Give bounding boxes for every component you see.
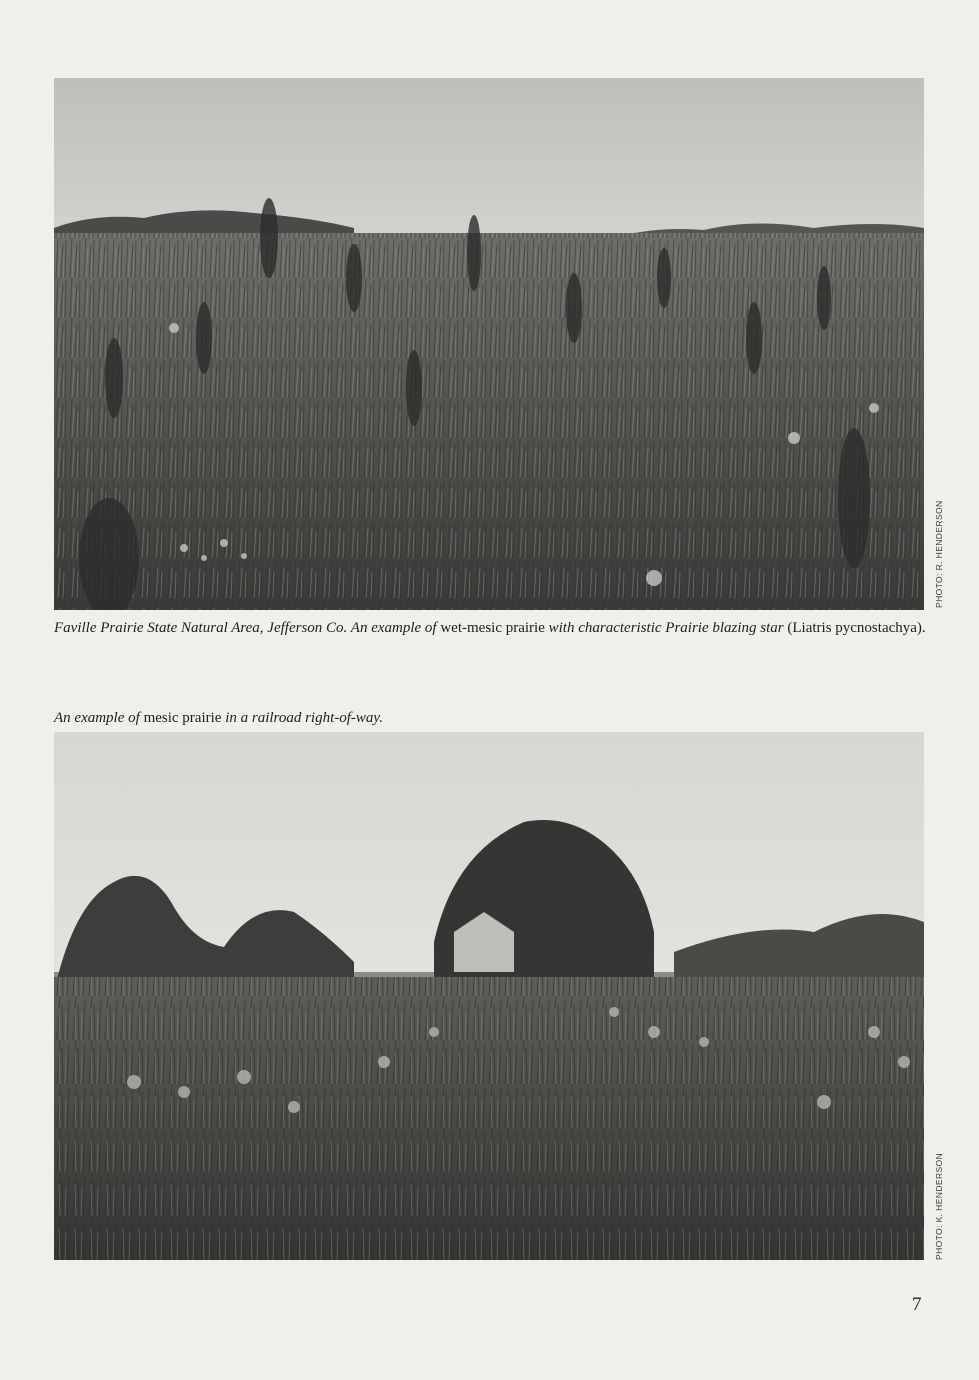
- photo-credit-bottom: PHOTO: K. HENDERSON: [934, 1152, 944, 1260]
- photo-credit-top: PHOTO: R. HENDERSON: [934, 500, 944, 608]
- photo-caption-bottom: [54, 709, 930, 728]
- caption-top-part1: Faville Prairie State Natural Area, Jefferson Co. An example of: [54, 620, 441, 636]
- page-number: 7: [912, 1294, 922, 1315]
- prairie-blazing-star-image: [54, 78, 924, 610]
- photo-caption-top: [54, 619, 930, 638]
- mesic-prairie-railroad-image: [54, 732, 924, 1260]
- prairie-photo-bottom: [54, 732, 924, 1260]
- caption-bottom-part2: mesic prairie: [143, 710, 222, 726]
- prairie-photo-top: [54, 78, 924, 610]
- caption-bottom-part3: in a railroad right-of-way.: [221, 710, 383, 726]
- caption-top-part3: with characteristic Prairie blazing star: [544, 620, 788, 636]
- caption-top-part4: (Liatris pycnostachya).: [787, 620, 926, 636]
- caption-top-part2: wet-mesic prairie: [440, 620, 545, 636]
- caption-bottom-part1: An example of: [54, 710, 144, 726]
